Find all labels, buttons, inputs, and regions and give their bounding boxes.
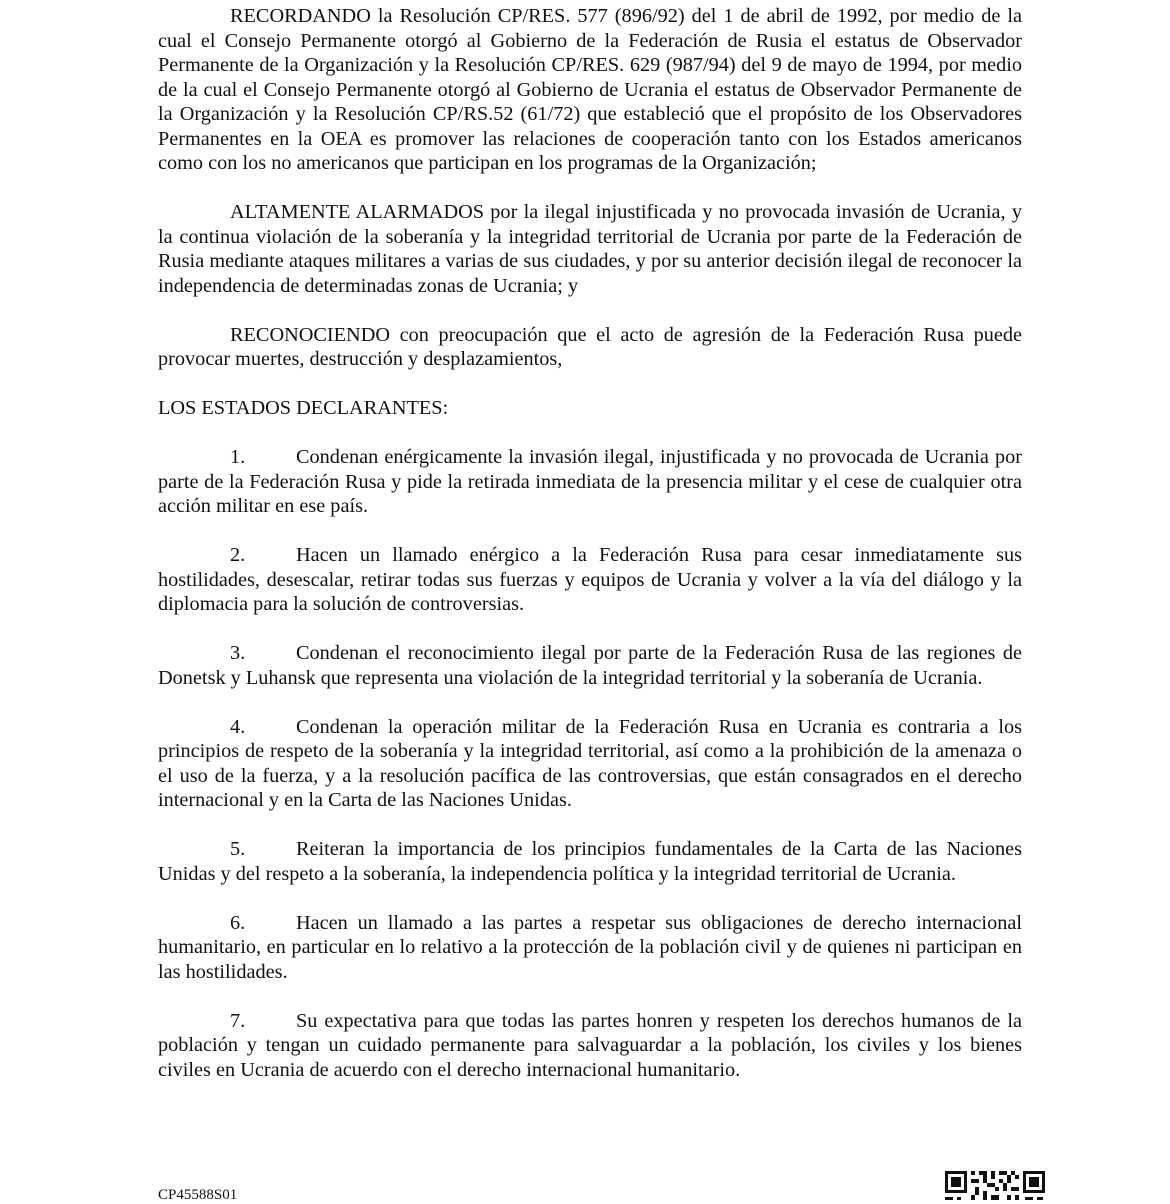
item-number: 6. xyxy=(230,911,246,934)
preamble-text: la Resolución CP/RES. 577 (896/92) del 1 de abril de 1992, por medio de la cual el Consejo Permanente otorgó al Gobierno de la Federación de Rusia el estatus de Observador Permanente de la Organización y la Resolución CP/RES. 629 (987/94) del 9 de mayo de 1994, por medio de la cual el Consejo Permanente otorgó al Gobierno de Ucrania el estatus de Observador Permanente de la Organización y la Resolución CP/RS.52 (61/72) que estableció que el propósito de los Observadores Permanentes en la OEA es promover las relaciones de cooperación tanto con los Estados americanos como con los no americanos que participan en los programas de la Organización; xyxy=(158,5,1022,174)
item-number: 7. xyxy=(230,1009,246,1032)
item-number: 5. xyxy=(230,838,246,860)
declaration-item xyxy=(158,445,1022,519)
preamble-keyword: ALTAMENTE ALARMADOS xyxy=(230,201,485,223)
preamble-keyword: RECORDANDO xyxy=(230,5,371,27)
declaration-item xyxy=(158,543,1022,617)
item-number: 1. xyxy=(230,446,246,468)
preamble-keyword: RECONOCIENDO xyxy=(230,323,390,346)
item-number: 2. xyxy=(230,544,246,566)
item-text: Condenan el reconocimiento ilegal por parte de la Federación Rusa de las regiones de Donetsk y Luhansk que representa una violación de la integridad territorial y la soberanía de Ucrania. xyxy=(158,642,1022,689)
item-text: Condenan enérgicamente la invasión ilegal, injustificada y no provocada de Ucrania por parte de la Federación Rusa y pide la retirada inmediata de la presencia militar y el cese de cualquier otra acción militar en ese país. xyxy=(158,446,1022,517)
document-code: CP45588S01 xyxy=(158,1187,238,1203)
declarants-heading: LOS ESTADOS DECLARANTES: xyxy=(158,397,449,419)
preamble-text: por la ilegal injustificada y no provocada invasión de Ucrania, y la continua violación de la soberanía y la integridad territorial de Ucrania por parte de la Federación de Rusia mediante ataques militares a varias de sus ciudades, y por su anterior decisión ilegal de reconocer la independencia de determinadas zonas de Ucrania; y xyxy=(158,201,1022,297)
declaration-item xyxy=(158,641,1022,690)
item-text: Hacen un llamado enérgico a la Federación Rusa para cesar inmediatamente sus hostilidades, desescalar, retirar todas sus fuerzas y equipos de Ucrania y volver a la vía del diálogo y la diplomacia para la solución de controversias. xyxy=(158,544,1022,615)
item-text: Hacen un llamado a las partes a respetar sus obligaciones de derecho internacional humanitario, en particular en lo relativo a la protección de la población civil y de quienes ni participan en las hostilidades. xyxy=(158,911,1022,983)
document-body xyxy=(158,4,1022,1107)
preamble-paragraph xyxy=(158,323,1022,372)
preamble-paragraph xyxy=(158,4,1022,176)
qr-code-graphic xyxy=(944,1170,1046,1200)
declaration-item xyxy=(158,715,1022,813)
preamble-paragraph xyxy=(158,200,1022,298)
item-text: Su expectativa para que todas las partes honren y respeten los derechos humanos de la población y tengan un cuidado permanente para salvaguardar a la población, los civiles y los bienes civiles en Ucrania de acuerdo con el derecho internacional humanitario. xyxy=(158,1009,1022,1081)
qr-code-icon xyxy=(944,1170,1046,1200)
item-text: Reiteran la importancia de los principios fundamentales de la Carta de las Naciones Unidas y del respeto a la soberanía, la independencia política y la integridad territorial de Ucrania. xyxy=(158,838,1022,885)
declaration-item xyxy=(158,911,1022,985)
item-number: 4. xyxy=(230,715,246,738)
item-text: Condenan la operación militar de la Federación Rusa en Ucrania es contraria a los principios de respeto de la soberanía y la integridad territorial, así como a la prohibición de la amenaza o el uso de la fuerza, y a la resolución pacífica de las controversias, que están consagrados en el derecho internacional y en la Carta de las Naciones Unidas. xyxy=(158,715,1022,811)
declaration-item xyxy=(158,1009,1022,1083)
preamble-text: con preocupación que el acto de agresión de la Federación Rusa puede provocar muertes, destrucción y desplazamientos, xyxy=(158,323,1022,370)
declaration-item xyxy=(158,837,1022,886)
item-number: 3. xyxy=(230,642,246,664)
